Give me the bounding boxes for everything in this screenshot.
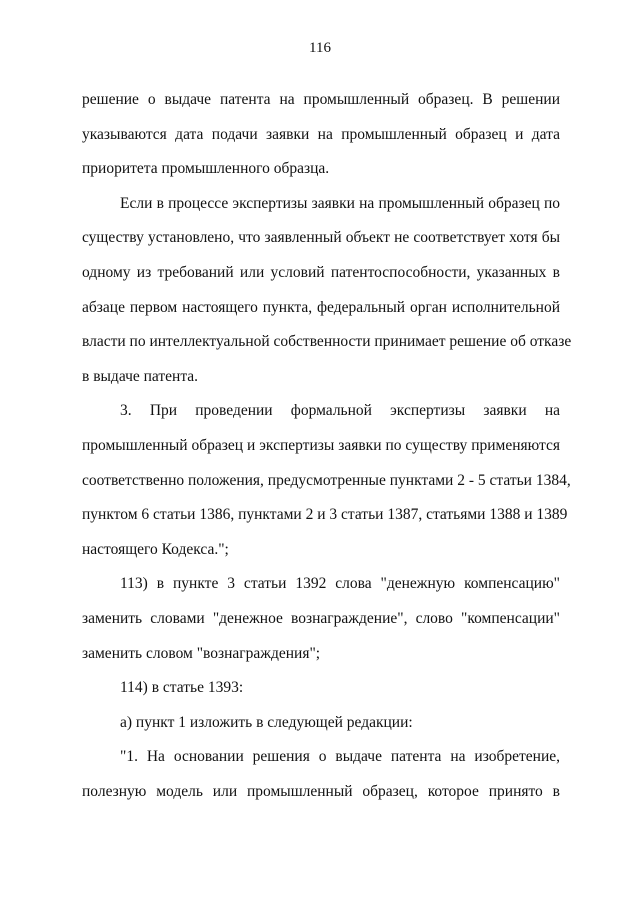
text-line: 113) в пункте 3 статьи 1392 слова "денежную компенсацию" xyxy=(120,575,560,593)
paragraph xyxy=(82,740,560,809)
text-line: Если в процессе экспертизы заявки на промышленный образец по xyxy=(120,194,560,212)
paragraph xyxy=(82,394,571,567)
page-number: 116 xyxy=(309,40,331,56)
paragraph xyxy=(82,706,560,741)
text-line: одному из требований или условий патентоспособности, указанных в xyxy=(82,263,560,281)
text-line: приоритета промышленного образца. xyxy=(82,160,330,178)
text-line: абзаце первом настоящего пункта, федеральный орган исполнительной xyxy=(82,298,560,316)
text-line: полезную модель или промышленный образец, которое принято в xyxy=(82,782,560,800)
text-line: а) пункт 1 изложить в следующей редакции: xyxy=(120,713,413,731)
text-line: указываются дата подачи заявки на промышленный образец и дата xyxy=(82,125,560,143)
text-line: "1. На основании решения о выдаче патента на изобретение, xyxy=(120,748,560,766)
text-line: настоящего Кодекса."; xyxy=(82,540,229,558)
text-line: власти по интеллектуальной собственности принимает решение об отказе xyxy=(82,333,572,351)
text-line: заменить словом "вознаграждения"; xyxy=(82,644,321,662)
text-line: заменить словами "денежное вознаграждение", слово "компенсации" xyxy=(82,609,560,627)
text-line: в выдаче патента. xyxy=(82,367,199,385)
text-line: 114) в статье 1393: xyxy=(120,679,244,697)
paragraph xyxy=(82,567,560,671)
paragraph xyxy=(82,83,560,187)
paragraph xyxy=(82,671,560,706)
paragraph xyxy=(82,187,572,395)
document-body xyxy=(82,83,572,809)
text-line: пунктом 6 статьи 1386, пунктами 2 и 3 статьи 1387, статьями 1388 и 1389 xyxy=(82,506,568,524)
text-line: существу установлено, что заявленный объект не соответствует хотя бы xyxy=(82,229,560,247)
text-line: 3. При проведении формальной экспертизы заявки на xyxy=(120,402,560,420)
text-line: соответственно положения, предусмотренные пунктами 2 - 5 статьи 1384, xyxy=(82,471,571,489)
text-line: решение о выдаче патента на промышленный образец. В решении xyxy=(82,91,560,108)
text-line: промышленный образец и экспертизы заявки по существу применяются xyxy=(82,436,560,454)
